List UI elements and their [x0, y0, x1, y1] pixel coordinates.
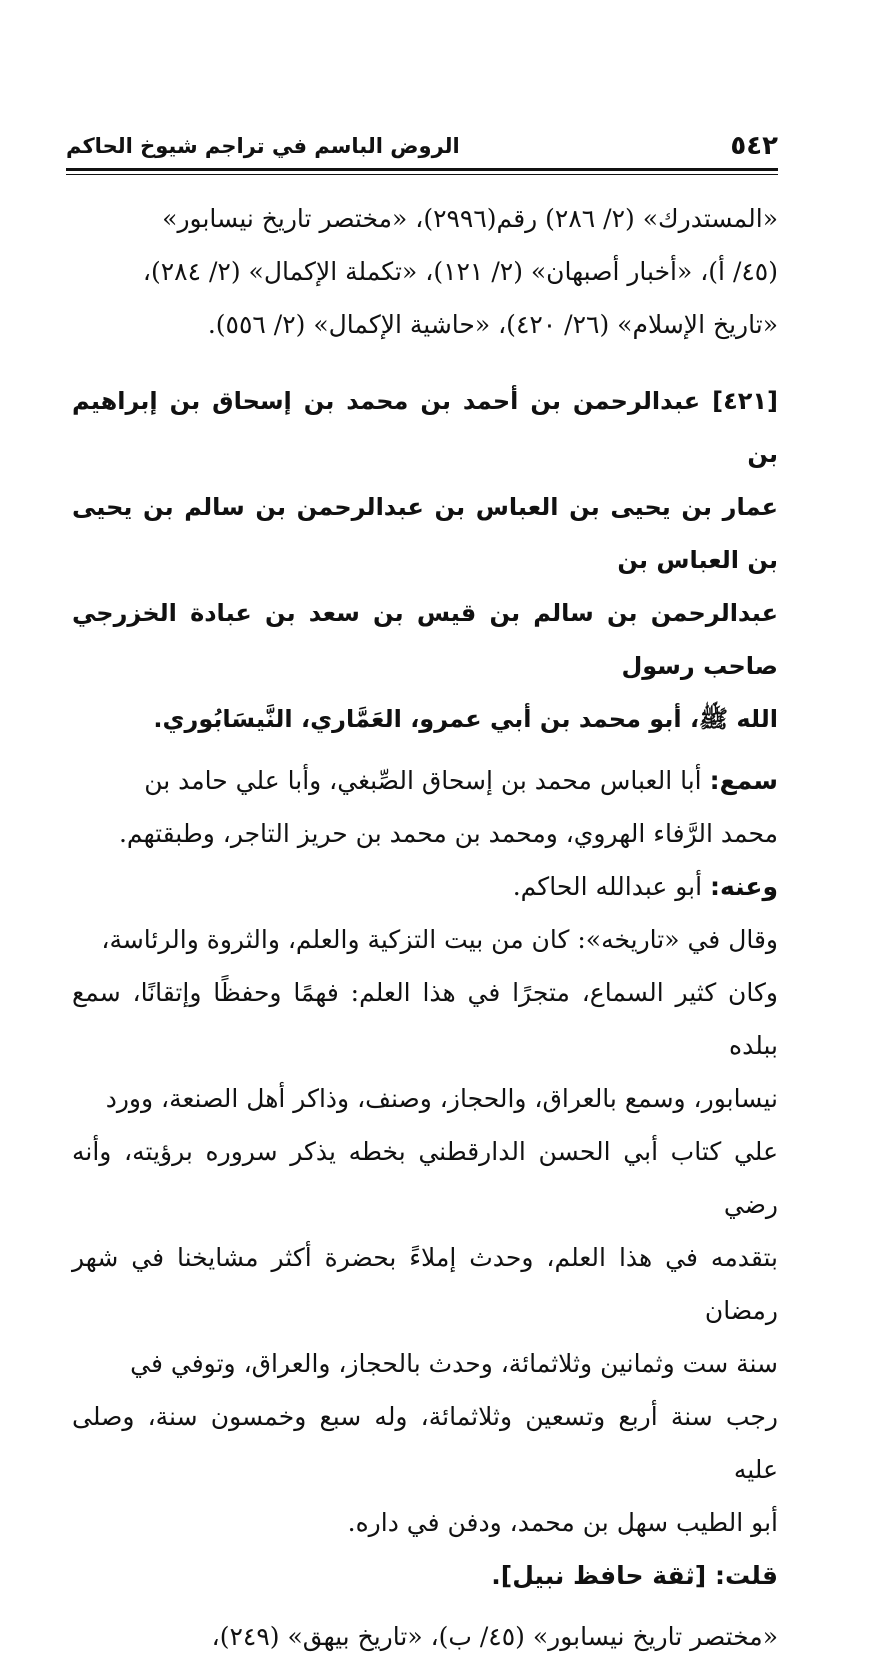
heard-line: محمد الرَّفاء الهروي، ومحمد بن محمد بن حريز التاجر، وطبقتهم.: [118, 819, 778, 848]
heading-line: عمار بن يحيى بن العباس بن عبدالرحمن بن سالم بن يحيى بن العباس بن: [72, 493, 778, 574]
page-number: ٥٤٢: [730, 131, 778, 161]
heading-line: الله ﷺ، أبو محمد بن أبي عمرو، العَمَّاري، النَّيسَابُوري.: [153, 705, 778, 733]
from-him-text: أبو عبدالله الحاكم.: [512, 872, 711, 901]
said-line: رجب سنة أربع وتسعين وثلاثمائة، وله سبع وخمسون سنة، وصلى عليه: [72, 1402, 778, 1484]
from-him-label: وعنه:: [710, 872, 778, 901]
sources-top: [72, 192, 778, 351]
verdict-label: قلت:: [714, 1561, 778, 1590]
header-rule-thick: [66, 168, 778, 171]
source-line: (٤٥/ أ)، «أخبار أصبهان» (٢/ ١٢١)، «تكملة الإكمال» (٢/ ٢٨٤)،: [142, 257, 778, 286]
heard-text: أبا العباس محمد بن إسحاق الصِّبغي، وأبا علي حامد بن: [144, 766, 710, 795]
said-line: نيسابور، وسمع بالعراق، والحجاز، وصنف، وذاكر أهل الصنعة، وورد: [105, 1084, 778, 1113]
page-body: [72, 192, 778, 1663]
heard-label: سمع:: [709, 766, 778, 795]
heading-line: [٤٢١] عبدالرحمن بن أحمد بن محمد بن إسحاق بن إبراهيم بن: [72, 387, 778, 468]
said-line: سنة ست وثمانين وثلاثمائة، وحدث بالحجاز، والعراق، وتوفي في: [130, 1349, 778, 1378]
verdict-paragraph: [72, 1549, 778, 1602]
said-line: وقال في «تاريخه»: كان من بيت التزكية والعلم، والثروة والرئاسة،: [101, 925, 778, 954]
verdict-text: [ثقة حافظ نبيل].: [491, 1561, 715, 1590]
entry-heading: [72, 375, 778, 746]
said-line: وكان كثير السماع، متجرًا في هذا العلم: فهمًا وحفظًا وإتقانًا، سمع ببلده: [72, 978, 778, 1060]
heard-line: [72, 754, 778, 807]
source-line: «تاريخ الإسلام» (٢٦/ ٤٢٠)، «حاشية الإكمال» (٢/ ٥٥٦).: [207, 310, 778, 339]
header-rule-thin: [66, 174, 778, 175]
sources-bottom: [72, 1610, 778, 1663]
source-line: «مختصر تاريخ نيسابور» (٤٥/ ب)، «تاريخ بيهق» (٢٤٩)،: [211, 1622, 778, 1651]
heading-line: عبدالرحمن بن سالم بن قيس بن سعد بن عبادة الخزرجي صاحب رسول: [72, 599, 778, 680]
said-paragraph: [72, 913, 778, 1549]
heard-paragraph: [72, 754, 778, 860]
said-line: علي كتاب أبي الحسن الدارقطني بخطه يذكر سروره برؤيته، وأنه رضي: [72, 1137, 778, 1219]
said-line: بتقدمه في هذا العلم، وحدث إملاءً بحضرة أكثر مشايخنا في شهر رمضان: [72, 1243, 778, 1325]
source-line: «المستدرك» (٢/ ٢٨٦) رقم(٢٩٩٦)، «مختصر تاريخ نيسابور»: [162, 204, 778, 233]
said-line: أبو الطيب سهل بن محمد، ودفن في داره.: [347, 1508, 778, 1537]
page-header: [66, 122, 778, 170]
running-title: الروض الباسم في تراجم شيوخ الحاكم: [66, 134, 460, 158]
from-him-paragraph: [72, 860, 778, 913]
